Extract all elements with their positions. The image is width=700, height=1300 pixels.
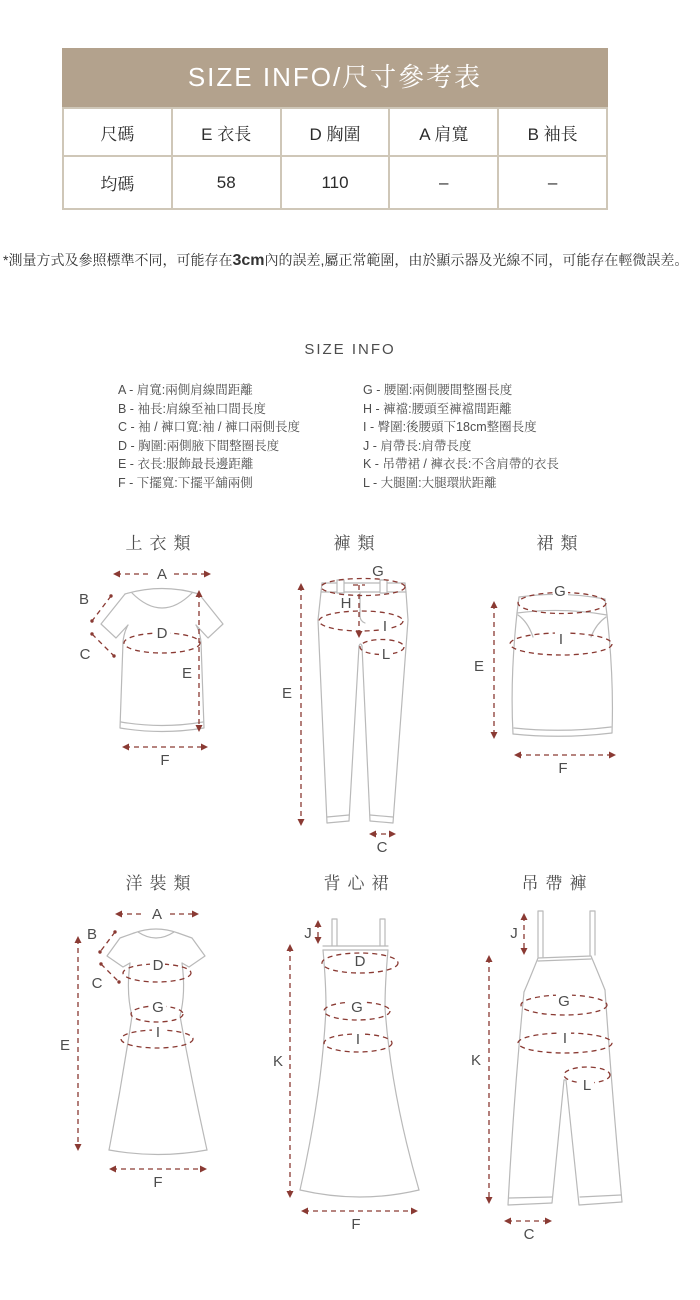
label-i: I	[558, 631, 564, 648]
label-c: C	[91, 975, 103, 992]
label-i: I	[382, 618, 388, 635]
measure-hem-f	[514, 752, 616, 778]
overalls-diagram	[462, 893, 652, 1243]
measure-bust-d	[123, 957, 191, 982]
label-g: G	[558, 993, 570, 1010]
measure-waist-g	[324, 999, 390, 1020]
measure-hem-f	[301, 1208, 418, 1234]
legend-left-column	[118, 381, 363, 492]
legend-item-i: I - 臀圍:後腰頭下18cm整圈長度	[363, 420, 537, 434]
cell-size: 均碼	[63, 156, 172, 209]
note-suffix: 內的誤差,屬正常範圍，由於顯示器及光線不同，可能存在輕微誤差。	[264, 252, 689, 268]
measure-leg-opening-c	[504, 1218, 552, 1244]
section-title-pants: 褲類	[333, 534, 382, 553]
measure-waist-g	[131, 999, 183, 1022]
measure-hip-i	[518, 1030, 612, 1053]
label-i: I	[155, 1024, 161, 1041]
label-k: K	[272, 1053, 284, 1070]
measure-length-e	[282, 583, 305, 826]
label-e: E	[181, 665, 193, 682]
label-d: D	[152, 957, 164, 974]
label-g: G	[372, 563, 384, 580]
col-header-bust: D 胸圍	[281, 108, 390, 156]
label-c: C	[79, 646, 91, 663]
label-e: E	[281, 685, 293, 702]
col-header-sleeve: B 袖長	[498, 108, 607, 156]
label-i: I	[355, 1031, 361, 1048]
size-table-title: SIZE INFO/尺寸參考表	[62, 48, 608, 107]
size-table	[62, 48, 608, 210]
label-e: E	[59, 1037, 71, 1054]
cell-bust: 110	[281, 156, 390, 209]
legend-item-c: C - 袖 / 褲口寬:袖 / 褲口兩側長度	[118, 420, 300, 434]
legend-item-h: H - 褲襠:腰頭至褲襠間距離	[363, 401, 512, 416]
cell-sleeve: –	[498, 156, 607, 209]
label-j: J	[510, 925, 518, 942]
label-g: G	[554, 583, 566, 600]
label-d: D	[156, 625, 168, 642]
measure-cuff-c	[80, 632, 116, 663]
measure-waist-g	[321, 563, 405, 596]
label-l: L	[582, 1077, 592, 1094]
measure-strap-j	[510, 913, 527, 955]
section-title-dresses: 洋裝類	[125, 874, 198, 893]
label-c: C	[523, 1226, 535, 1243]
overalls-outline	[508, 911, 622, 1205]
label-f: F	[558, 760, 568, 777]
measure-cuff-c	[92, 962, 121, 992]
measure-length-e	[60, 936, 82, 1151]
measure-length-e	[474, 601, 498, 739]
measure-length-e	[182, 590, 203, 732]
legend-heading: SIZE INFO	[304, 341, 396, 358]
label-a: A	[151, 906, 163, 923]
measure-shoulder-a	[113, 566, 211, 583]
label-g: G	[152, 999, 164, 1016]
label-c: C	[376, 839, 388, 856]
label-h: H	[340, 595, 352, 612]
section-title-tops: 上衣類	[125, 534, 198, 553]
label-f: F	[351, 1216, 361, 1233]
cell-shoulder: –	[389, 156, 498, 209]
measure-length-k	[471, 955, 493, 1204]
label-g: G	[351, 999, 363, 1016]
measure-waist-g	[521, 993, 607, 1015]
tops-diagram	[65, 560, 255, 780]
measure-leg-opening-c	[369, 831, 396, 857]
measure-bust-d	[124, 625, 200, 653]
measurement-note	[3, 250, 699, 270]
pants-outline	[318, 580, 408, 823]
pants-diagram	[275, 558, 445, 858]
section-title-vest-dress: 背心裙	[323, 874, 396, 893]
measure-thigh-l	[360, 640, 404, 664]
measure-hem-f	[109, 1166, 207, 1192]
measure-hem-f	[122, 744, 208, 770]
col-header-size: 尺碼	[63, 108, 172, 156]
legend-item-j: J - 肩帶長:肩帶長度	[363, 438, 472, 453]
label-i: I	[562, 1030, 568, 1047]
legend-item-b: B - 袖長:肩線至袖口間長度	[118, 401, 266, 416]
measure-sleeve-b	[79, 591, 113, 623]
size-table-data-row	[63, 156, 607, 209]
legend-right-column	[363, 381, 559, 492]
dress-diagram	[52, 893, 262, 1193]
legend-item-g: G - 腰圍:兩側腰間整圈長度	[363, 383, 513, 397]
size-table-header-row	[63, 108, 607, 156]
legend-item-a: A - 肩寬:兩側肩線間距離	[118, 383, 253, 397]
col-header-shoulder: A 肩寬	[389, 108, 498, 156]
section-title-overalls: 吊帶褲	[521, 874, 594, 893]
legend-item-l: L - 大腿圍:大腿環狀距離	[363, 475, 497, 490]
skirt-diagram	[462, 558, 642, 788]
label-b: B	[78, 591, 90, 608]
legend-item-e: E - 衣長:服飾最長邊距離	[118, 457, 254, 471]
label-j: J	[304, 925, 312, 942]
measurement-legend	[118, 381, 559, 492]
col-header-length: E 衣長	[172, 108, 281, 156]
note-tolerance: 3cm	[232, 252, 265, 269]
legend-item-d: D - 胸圍:兩側腋下間整圈長度	[118, 438, 280, 453]
legend-item-f: F - 下擺寬:下擺平舖兩側	[118, 475, 253, 490]
measure-shoulder-a	[115, 906, 199, 923]
legend-item-k: K - 吊帶裙 / 褲衣長:不含肩帶的衣長	[363, 457, 559, 471]
tshirt-outline	[101, 589, 223, 732]
measure-length-k	[273, 944, 294, 1198]
measure-hip-i	[510, 631, 612, 655]
label-d: D	[354, 953, 366, 970]
label-e: E	[473, 658, 485, 675]
section-title-skirts: 裙類	[536, 534, 585, 553]
measure-waist-g	[518, 583, 606, 614]
measure-thigh-l	[564, 1067, 610, 1094]
label-f: F	[160, 752, 170, 769]
size-table-grid	[62, 107, 608, 210]
skirt-outline	[512, 594, 612, 736]
vest-dress-diagram	[267, 893, 457, 1233]
label-l: L	[381, 646, 391, 663]
cell-length: 58	[172, 156, 281, 209]
measure-hip-i	[324, 1031, 392, 1052]
measure-strap-j	[304, 920, 321, 944]
label-f: F	[153, 1174, 163, 1191]
note-prefix: *測量方式及參照標準不同，可能存在	[3, 252, 233, 268]
label-b: B	[86, 926, 98, 943]
label-k: K	[470, 1052, 482, 1069]
label-a: A	[156, 566, 168, 583]
